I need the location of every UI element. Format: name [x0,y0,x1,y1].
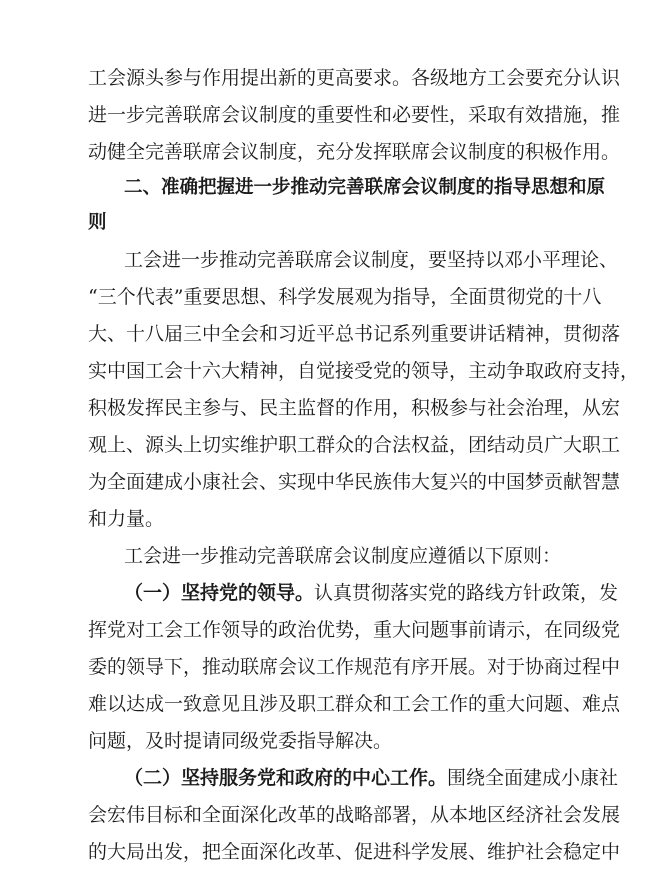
paragraph-line: 实中国工会十六大精神，自觉接受党的领导，主动争取政府支持， [88,360,640,382]
paragraph-line: 工会源头参与作用提出新的更高要求。各级地方工会要充分认识 [88,67,621,89]
principle-2-first-line [124,766,619,790]
principle-2-lead: （二）坚持服务党和政府的中心工作。 [124,767,448,789]
paragraph-line: 大、十八届三中全会和习近平总书记系列重要讲话精神，贯彻落 [88,323,621,345]
paragraph-line: 进一步完善联席会议制度的重要性和必要性，采取有效措施，推 [88,104,621,126]
section-heading-continued: 则 [88,212,107,233]
paragraph-line: 工会进一步推动完善联席会议制度应遵循以下原则： [124,545,562,567]
paragraph-line: 委的领导下，推动联席会议工作规范有序开展。对于协商过程中 [88,656,621,678]
paragraph-line: 积极发挥民主参与、民主监督的作用，积极参与社会治理，从宏 [88,397,621,419]
section-heading: 二、准确把握进一步推动完善联席会议制度的指导思想和原 [124,177,606,198]
paragraph-line: 挥党对工会工作领导的政治优势，重大问题事前请示，在同级党 [88,619,621,641]
principle-2-text: 围绕全面建成小康社 [447,767,619,789]
paragraph-line: 和力量。 [88,508,165,530]
paragraph-line: 为全面建成小康社会、实现中华民族伟大复兴的中国梦贡献智慧 [88,471,621,493]
paragraph-line: 的大局出发，把全面深化改革、促进科学发展、维护社会稳定中 [88,841,621,863]
principle-1-lead: （一）坚持党的领导。 [124,582,315,604]
paragraph-line: 观上、源头上切实维护职工群众的合法权益，团结动员广大职工 [88,434,621,456]
paragraph-line: “三个代表”重要思想、科学发展观为指导，全面贯彻党的十八 [88,286,602,308]
principle-1-first-line [124,581,619,605]
paragraph-line: 难以达成一致意见且涉及职工群众和工会工作的重大问题、难点 [88,693,621,715]
paragraph-line: 会宏伟目标和全面深化改革的战略部署，从本地区经济社会发展 [88,804,621,826]
paragraph-line: 动健全完善联席会议制度，充分发挥联席会议制度的积极作用。 [88,141,621,163]
paragraph-line: 问题，及时提请同级党委指导解决。 [88,730,393,752]
principle-1-text: 认真贯彻落实党的路线方针政策，发 [314,582,619,604]
paragraph-line: 工会进一步推动完善联席会议制度，要坚持以邓小平理论、 [124,249,619,271]
